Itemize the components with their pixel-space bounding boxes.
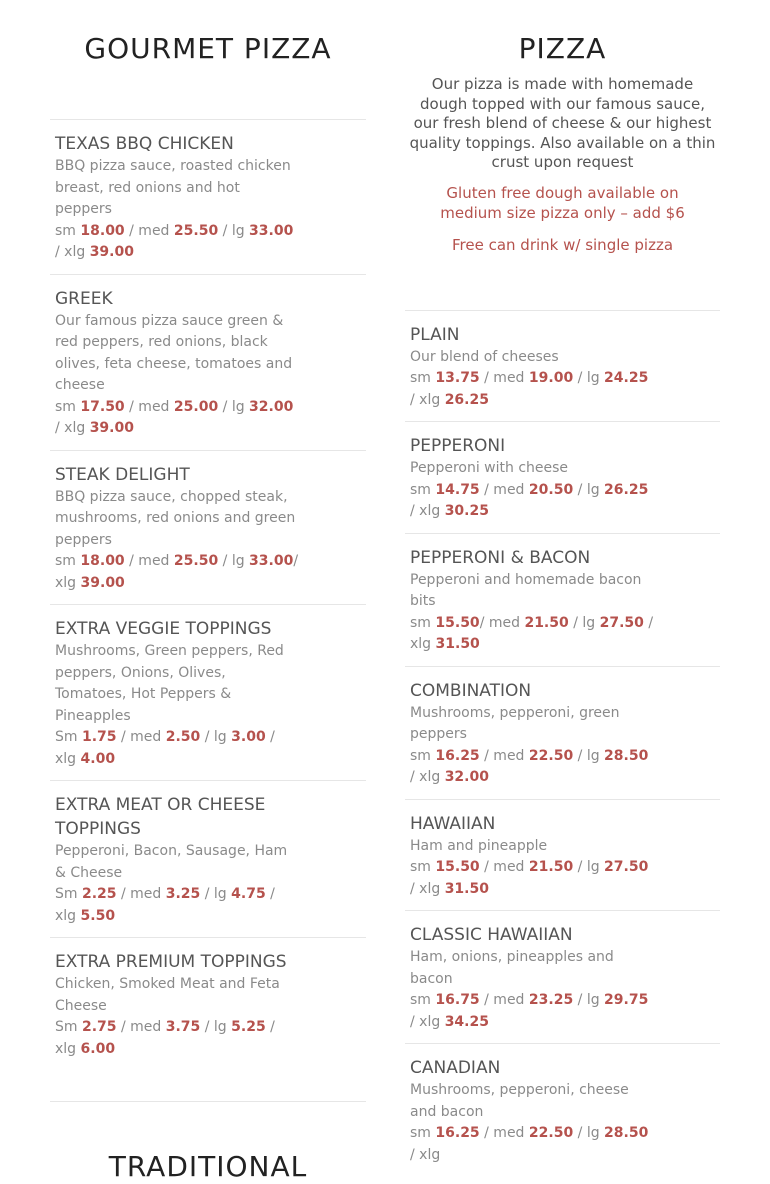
price-value: 6.00 (80, 1040, 116, 1057)
price-value: 28.50 (604, 1125, 649, 1141)
pizza-intro: Our pizza is made with homemade dough topped with our famous sauce, our fresh blend of cheese & our highest quality toppings. Also available on a thin crust upon request (409, 75, 716, 171)
size-label: / med (479, 747, 529, 764)
size-label: / med (124, 398, 174, 415)
price-value: 31.50 (435, 636, 480, 652)
menu-item-name: CANADIAN (410, 1058, 501, 1078)
menu-item-name: GREEK (55, 288, 113, 309)
price-value: 3.75 (165, 1019, 201, 1035)
gourmet-column (50, 0, 366, 1184)
price-value: 4.00 (80, 750, 116, 767)
size-label: sm (410, 859, 436, 875)
price-value: 26.25 (444, 391, 489, 408)
size-label: / xlg (55, 420, 90, 436)
price-value: 25.00 (173, 398, 219, 415)
size-label: sm (410, 747, 436, 764)
menu-item-name: PLAIN (410, 324, 460, 345)
free-drink-note: Free can drink w/ single pizza (451, 235, 674, 254)
price-value: 23.25 (528, 992, 574, 1008)
menu-item-name: STEAK DELIGHT (55, 464, 190, 485)
price-value: 39.00 (80, 574, 125, 591)
price-value: 28.50 (604, 747, 649, 764)
pizza-title: PIZZA (518, 32, 607, 65)
price-value: 32.00 (249, 398, 294, 415)
price-value: 39.00 (89, 244, 134, 260)
price-value: 21.50 (524, 614, 569, 631)
size-label: / xlg (55, 886, 275, 924)
size-label: Sm (55, 1019, 82, 1035)
menu-item (405, 421, 720, 533)
price-value: 18.00 (80, 222, 125, 239)
menu-item-prices (410, 1123, 655, 1166)
menu-item-prices (55, 727, 300, 770)
size-label: / med (116, 886, 166, 902)
size-label: / med (479, 859, 529, 875)
menu-item-name: EXTRA MEAT OR CHEESE TOPPINGS (55, 795, 266, 839)
price-value: 24.25 (604, 370, 649, 386)
size-label: / med (124, 222, 174, 239)
size-label: / lg (218, 553, 250, 569)
price-value: 5.25 (231, 1019, 266, 1035)
menu-item (405, 666, 720, 799)
price-value: 15.50 (435, 859, 480, 875)
menu-item-description: Our blend of cheeses (410, 348, 559, 365)
size-label: / lg (573, 992, 605, 1008)
size-label: / xlg (410, 614, 654, 652)
price-value: 14.75 (435, 481, 480, 498)
size-label: Sm (55, 729, 82, 745)
size-label: Sm (55, 886, 82, 902)
menu-item-name: CLASSIC HAWAIIAN (410, 925, 573, 945)
pizza-column (405, 0, 720, 1176)
price-value: 1.75 (81, 729, 117, 745)
menu-item-description: Mushrooms, Green peppers, Red peppers, Onions, Olives, Tomatoes, Hot Peppers & Pineapples (55, 643, 284, 724)
menu-item (50, 604, 366, 780)
size-label: / med (479, 370, 529, 386)
pizza-list (405, 310, 720, 1177)
menu-item (405, 1043, 720, 1176)
size-label: sm (410, 614, 436, 631)
size-label: / xlg (410, 880, 445, 897)
price-value: 5.50 (80, 907, 116, 924)
size-label: sm (410, 992, 436, 1008)
menu-item-prices (55, 397, 300, 440)
menu-item-name: COMBINATION (410, 680, 532, 701)
price-value: 26.25 (604, 481, 649, 498)
size-label: sm (410, 370, 436, 386)
menu-item-description: BBQ pizza sauce, chopped steak, mushrooms, red onions and green peppers (55, 488, 296, 548)
gourmet-title: GOURMET PIZZA (84, 32, 332, 65)
size-label: / lg (568, 614, 600, 631)
size-label: / med (124, 553, 174, 569)
menu-item-description: Pepperoni with cheese (410, 460, 569, 476)
size-label: sm (55, 553, 81, 569)
price-value: 21.50 (528, 859, 574, 875)
menu-item-prices (410, 480, 655, 523)
price-value: 27.50 (604, 859, 649, 875)
price-value: 33.00 (249, 222, 294, 239)
price-value: 20.50 (528, 481, 574, 498)
size-label: / lg (573, 370, 605, 386)
price-value: 25.50 (173, 553, 219, 569)
price-value: 22.50 (528, 1125, 574, 1141)
size-label: / xlg (410, 1146, 441, 1163)
size-label: / xlg (410, 503, 445, 519)
price-value: 18.00 (80, 553, 125, 569)
size-label: / lg (200, 1019, 232, 1035)
price-value: 3.25 (165, 886, 201, 902)
size-label: sm (410, 1125, 436, 1141)
size-label: / lg (573, 1125, 605, 1141)
menu-item (405, 533, 720, 666)
price-value: 19.00 (528, 370, 574, 386)
size-label: / med (479, 614, 525, 631)
price-value: 16.25 (435, 1125, 480, 1141)
menu-item (50, 780, 366, 937)
size-label: / lg (200, 886, 232, 902)
size-label: / med (479, 1125, 529, 1141)
menu-item-name: PEPPERONI & BACON (410, 547, 591, 568)
menu-item-name: EXTRA PREMIUM TOPPINGS (55, 952, 287, 972)
menu-item-description: BBQ pizza sauce, roasted chicken breast, red onions and hot peppers (55, 158, 291, 217)
menu-item-name: HAWAIIAN (410, 813, 496, 834)
menu-item-description: Pepperoni, Bacon, Sausage, Ham & Cheese (55, 843, 288, 881)
traditional-title: TRADITIONAL (108, 1150, 308, 1183)
size-label: / lg (218, 222, 250, 239)
menu-item-description: Chicken, Smoked Meat and Feta Cheese (55, 976, 280, 1014)
price-value: 32.00 (444, 769, 489, 785)
size-label: / xlg (410, 391, 445, 408)
size-label: / lg (218, 398, 250, 415)
price-value: 2.75 (81, 1019, 117, 1035)
menu-item (50, 274, 366, 450)
price-value: 34.25 (444, 1013, 489, 1030)
menu-item-name: TEXAS BBQ CHICKEN (55, 134, 234, 154)
menu-item-prices (55, 884, 300, 927)
size-label: / xlg (410, 1013, 445, 1030)
price-value: 3.00 (231, 729, 266, 745)
size-label: sm (55, 222, 81, 239)
size-label: / med (116, 729, 166, 745)
size-label: / lg (200, 729, 232, 745)
menu-item-prices (410, 613, 655, 656)
gluten-free-note: Gluten free dough available on medium size pizza only – add $6 (440, 183, 685, 222)
size-label: / lg (573, 481, 605, 498)
price-value: 33.00 (249, 553, 294, 569)
menu-item-description: Pepperoni and homemade bacon bits (410, 571, 642, 609)
price-value: 25.50 (173, 222, 219, 239)
menu-item-name: PEPPERONI (410, 436, 506, 456)
menu-item-description: Ham, onions, pineapples and bacon (410, 949, 614, 987)
size-label: sm (55, 398, 81, 415)
price-value: 39.00 (89, 420, 134, 436)
price-value: 31.50 (444, 880, 489, 897)
menu-item-description: Mushrooms, pepperoni, cheese and bacon (410, 1082, 629, 1120)
menu-item-prices (55, 1017, 300, 1060)
size-label: / med (479, 992, 529, 1008)
menu-item-prices (55, 221, 300, 264)
menu-item-description: Ham and pineapple (410, 837, 548, 854)
price-value: 22.50 (528, 747, 574, 764)
size-label: / lg (573, 747, 605, 764)
price-value: 2.25 (81, 886, 117, 902)
price-value: 16.75 (435, 992, 480, 1008)
size-label: sm (410, 481, 436, 498)
size-label: / xlg (55, 729, 275, 767)
menu-item-prices (410, 990, 655, 1033)
size-label: / xlg (55, 553, 299, 591)
size-label: / xlg (410, 769, 445, 785)
price-value: 15.50 (435, 614, 480, 631)
menu-item-prices (410, 857, 655, 900)
gourmet-list (50, 119, 366, 1070)
menu-item (405, 310, 720, 422)
menu-item (50, 450, 366, 605)
price-value: 4.75 (231, 886, 266, 902)
menu-item-prices (55, 551, 300, 594)
size-label: / xlg (55, 1019, 275, 1057)
price-value: 30.25 (444, 503, 489, 519)
menu-item-prices (410, 746, 655, 789)
menu-item-description: Mushrooms, pepperoni, green peppers (410, 704, 620, 742)
size-label: / lg (573, 859, 605, 875)
price-value: 2.50 (165, 729, 201, 745)
menu-item (405, 910, 720, 1043)
size-label: / med (479, 481, 529, 498)
size-label: / xlg (55, 244, 90, 260)
price-value: 13.75 (435, 370, 480, 386)
menu-item (50, 937, 366, 1070)
menu-item-prices (410, 368, 655, 411)
price-value: 29.75 (604, 992, 649, 1008)
menu-item (50, 119, 366, 274)
menu-item-name: EXTRA VEGGIE TOPPINGS (55, 619, 272, 639)
price-value: 17.50 (80, 398, 125, 415)
menu-item-description: Our famous pizza sauce green & red peppers, red onions, black olives, feta cheese, tomatoes and cheese (55, 312, 293, 393)
price-value: 16.25 (435, 747, 480, 764)
size-label: / med (116, 1019, 166, 1035)
menu-item (405, 799, 720, 911)
price-value: 27.50 (599, 614, 644, 631)
